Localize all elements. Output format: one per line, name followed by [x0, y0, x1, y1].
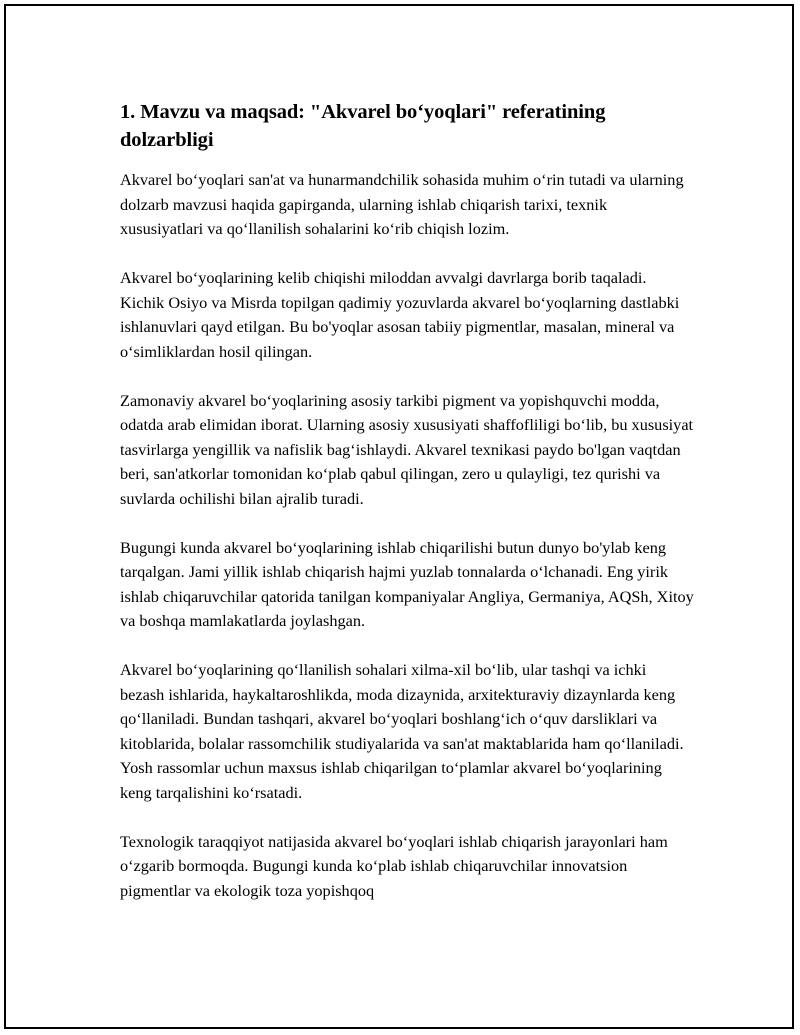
- document-page: [4, 4, 794, 1029]
- paragraph-5: Akvarel bo‘yoqlarining qo‘llanilish sohalari xilma-xil bo‘lib, ular tashqi va ichki bezash ishlarida, haykaltaroshlikda, moda dizaynida, arxitekturaviy dizaynlarda keng qo‘llaniladi. Bundan tashqari, akvarel bo‘yoqlari boshlang‘ich o‘quv darsliklari va kitoblarida, bolalar rassomchilik studiyalarida va san'at maktablarida ham qo‘llaniladi. Yosh rassomlar uchun maxsus ishlab chiqarilgan to‘plamlar akvarel bo‘yoqlarining keng tarqalishini ko‘rsatadi.: [120, 660, 684, 802]
- paragraph-3: Zamonaviy akvarel bo‘yoqlarining asosiy tarkibi pigment va yopishquvchi modda, odatda arab elimidan iborat. Ularning asosiy xususiyati shaffofliligi bo‘lib, bu xususiyat tasvirlarga yengillik va nafislik bag‘ishlaydi. Akvarel texnikasi paydo bo'lgan vaqtdan beri, san'atkorlar tomonidan ko‘plab qabul qilingan, zero u qulayligi, tez qurishi va suvlarda ochilishi bilan ajralib turadi.: [120, 390, 694, 508]
- section-heading: 1. Mavzu va maqsad: "Akvarel bo‘yoqlari" referatining dolzarbligi: [120, 101, 606, 151]
- document-body: [120, 98, 694, 928]
- paragraph-4: Bugungi kunda akvarel bo‘yoqlarining ishlab chiqarilishi butun dunyo bo'ylab keng tarqalgan. Jami yillik ishlab chiqarish hajmi yuzlab tonnalarda o‘lchanadi. Eng yirik ishlab chiqaruvchilar qatorida tanilgan kompaniyalar Angliya, Germaniya, AQSh, Xitoy va boshqa mamlakatlarda joylashgan.: [120, 537, 694, 630]
- paragraph-6: Texnologik taraqqiyot natijasida akvarel bo‘yoqlari ishlab chiqarish jarayonlari ham o‘zgarib bormoqda. Bugungi kunda ko‘plab ishlab chiqaruvchilar innovatsion pigmentlar va ekologik toza yopishqoq: [120, 831, 668, 900]
- paragraph-2: Akvarel bo‘yoqlarining kelib chiqishi miloddan avvalgi davrlarga borib taqaladi. Kichik Osiyo va Misrda topilgan qadimiy yozuvlarda akvarel bo‘yoqlarning dastlabki ishlanuvlari qayd etilgan. Bu bo'yoqlar asosan tabiiy pigmentlar, masalan, mineral va o‘simliklardan hosil qilingan.: [120, 268, 680, 361]
- paragraph-1: Akvarel bo‘yoqlari san'at va hunarmandchilik sohasida muhim o‘rin tutadi va ularning dolzarb mavzusi haqida gapirganda, ularning ishlab chiqarish tarixi, texnik xususiyatlari va qo‘llanilish sohalarini ko‘rib chiqish lozim.: [120, 170, 684, 238]
